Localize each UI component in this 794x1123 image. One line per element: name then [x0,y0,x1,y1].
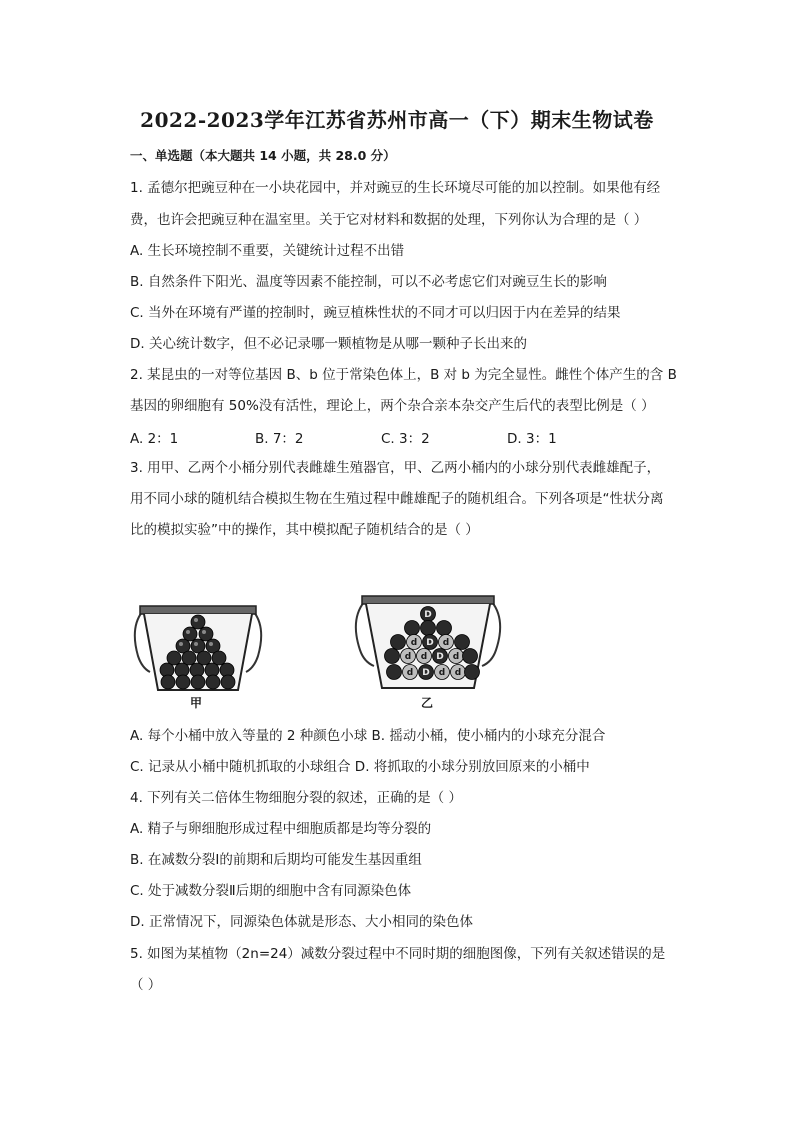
q3-options-cd: C. 记录从小桶中随机抓取的小球组合 D. 将抓取的小球分别放回原来的小桶中 [130,759,590,775]
q5-stem-line-2: （ ） [130,977,162,993]
q1-option-a: A. 生长环境控制不重要，关键统计过程不出错 [130,243,405,259]
ball-d-label: d [404,652,412,662]
q2-stem-line-2: 基因的卵细胞有 50%没有活性，理论上，两个杂合亲本杂交产生后代的表型比例是（ ） [130,398,655,414]
q2-option-a: A. 2：1 [130,431,179,447]
q1-option-c: C. 当外在环境有严谨的控制时，豌豆植株性状的不同才可以归因于内在差异的结果 [130,305,621,321]
ball-d-label: d [454,668,462,678]
bucket-yi-figure [348,588,508,696]
q3-stem-line-2: 用不同小球的随机结合模拟生物在生殖过程中雌雄配子的随机组合。下列各项是“性状分离 [130,491,664,507]
q4-stem: 4. 下列有关二倍体生物细胞分裂的叙述，正确的是（ ） [130,790,462,806]
bucket-jia-label: 甲 [190,696,203,710]
q1-stem-line-2: 费，也许会把豌豆种在温室里。关于它对材料和数据的处理，下列你认为合理的是（ ） [130,212,648,228]
q4-option-b: B. 在减数分裂Ⅰ的前期和后期均可能发生基因重组 [130,852,422,868]
q4-option-d: D. 正常情况下，同源染色体就是形态、大小相同的染色体 [130,914,473,930]
q3-stem-line-3: 比的模拟实验”中的操作，其中模拟配子随机结合的是（ ） [130,522,479,538]
ball-d-label: d [410,638,418,648]
q1-option-b: B. 自然条件下阳光、温度等因素不能控制，可以不必考虑它们对豌豆生长的影响 [130,274,607,290]
ball-d-label: d [442,638,450,648]
ball-d-label: d [420,652,428,662]
q3-options-ab: A. 每个小桶中放入等量的 2 种颜色小球 B. 摇动小桶，使小桶内的小球充分混合 [130,728,606,744]
ball-d-label: d [438,668,446,678]
q2-option-b: B. 7：2 [255,431,304,447]
q2-option-c: C. 3：2 [381,431,430,447]
q4-option-c: C. 处于减数分裂Ⅱ后期的细胞中含有同源染色体 [130,883,412,899]
q1-option-d: D. 关心统计数字，但不必记录哪一颗植物是从哪一颗种子长出来的 [130,336,527,352]
page-title: 2022-2023学年江苏省苏州市高一（下）期末生物试卷 [140,108,654,132]
bucket-jia-figure [128,598,268,698]
ball-D-label: D [426,638,434,648]
ball-D-label: D [422,668,430,678]
ball-D-label: D [424,610,432,620]
q5-stem-line-1: 5. 如图为某植物（2n=24）减数分裂过程中不同时期的细胞图像，下列有关叙述错误的是 [130,946,666,962]
bucket-yi-label: 乙 [421,696,434,710]
ball-d-label: d [406,668,414,678]
section-heading: 一、单选题（本大题共 14 小题，共 28.0 分） [130,148,396,163]
q1-stem-line-1: 1. 孟德尔把豌豆种在一小块花园中，并对豌豆的生长环境尽可能的加以控制。如果他有经 [130,180,661,196]
q2-option-d: D. 3：1 [507,431,557,447]
q4-option-a: A. 精子与卵细胞形成过程中细胞质都是均等分裂的 [130,821,432,837]
q3-stem-line-1: 3. 用甲、乙两个小桶分别代表雌雄生殖器官，甲、乙两小桶内的小球分别代表雌雄配子， [130,460,661,476]
q2-stem-line-1: 2. 某昆虫的一对等位基因 B、b 位于常染色体上，B 对 b 为完全显性。雌性个体产生的含 B [130,367,677,383]
ball-D-label: D [436,652,444,662]
ball-d-label: d [452,652,460,662]
